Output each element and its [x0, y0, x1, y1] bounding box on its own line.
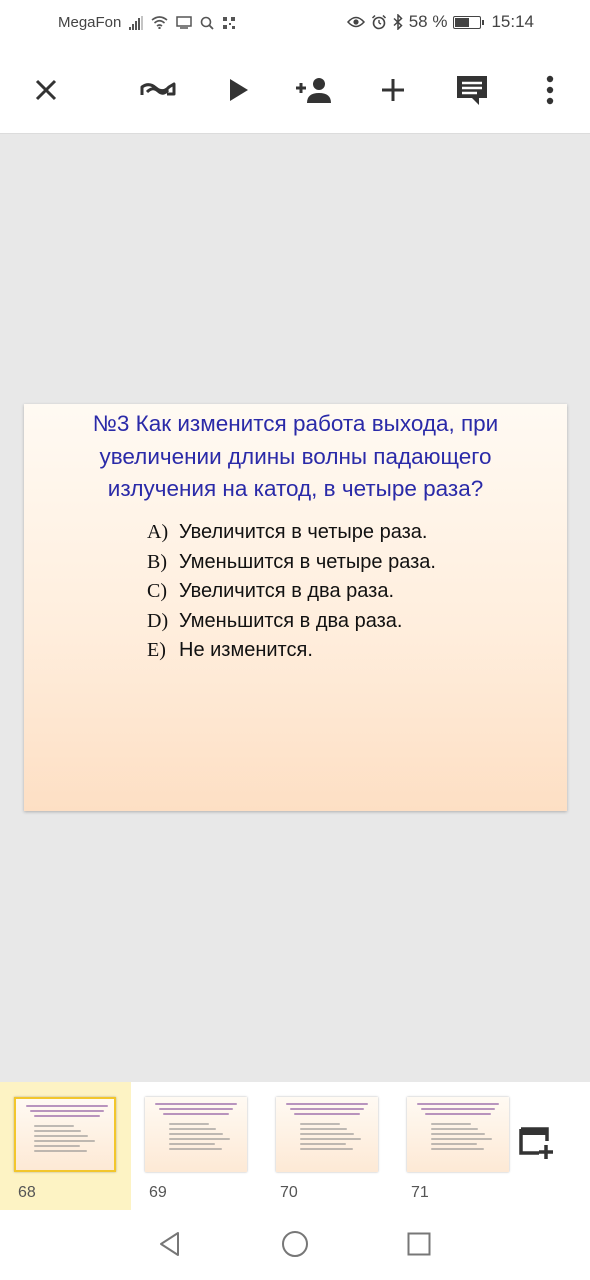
close-button[interactable] [24, 68, 68, 112]
thumbnail-preview-line [286, 1103, 368, 1105]
thumbnail-preview-line [300, 1128, 347, 1130]
thumbnail-preview-line [34, 1125, 74, 1127]
thumbnail-preview-line [300, 1143, 346, 1145]
thumbnail-preview-line [431, 1133, 485, 1135]
thumbnail-preview-line [431, 1143, 477, 1145]
slide-number: 69 [149, 1184, 167, 1201]
answer-letter: E) [147, 639, 166, 661]
thumbnail-preview-line [169, 1148, 222, 1150]
system-navigation-bar [0, 1210, 590, 1280]
slide-number: 68 [18, 1184, 36, 1201]
thumbnail-preview-line [26, 1105, 108, 1107]
thumbnail-preview-line [155, 1103, 237, 1105]
thumbnail-preview-line [300, 1133, 354, 1135]
thumbnail-preview [145, 1097, 247, 1172]
status-bar [0, 0, 590, 46]
play-icon [227, 78, 249, 102]
qr-icon [222, 16, 236, 30]
home-button[interactable] [275, 1224, 315, 1264]
eye-icon [347, 16, 365, 28]
thumbnail-preview-line [425, 1113, 491, 1115]
thumbnail-preview-line [169, 1128, 216, 1130]
thumbnail-preview-line [169, 1123, 209, 1125]
screen-icon [176, 16, 192, 29]
add-icon [379, 76, 407, 104]
thumbnail-preview-line [34, 1130, 81, 1132]
carrier-name: MegaFon [58, 14, 122, 31]
clock: 15:14 [491, 12, 534, 31]
play-button[interactable] [216, 68, 260, 112]
thumbnail-preview-line [290, 1108, 364, 1110]
answer-letter: C) [147, 580, 167, 602]
thumbnail-preview-line [417, 1103, 499, 1105]
close-icon [33, 77, 59, 103]
thumbnail-preview-line [431, 1138, 492, 1140]
thumbnail-preview [14, 1097, 116, 1172]
thumbnail-preview-line [169, 1143, 215, 1145]
slide-number: 71 [411, 1184, 429, 1201]
recents-button[interactable] [399, 1224, 439, 1264]
thumbnail-preview-line [34, 1140, 95, 1142]
answer-letter: B) [147, 550, 167, 573]
share-button[interactable] [292, 68, 336, 112]
slide-number: 70 [280, 1184, 298, 1201]
thumbnail-preview [276, 1097, 378, 1172]
thumbnail-preview-line [34, 1135, 88, 1137]
presentation-toolbar [0, 46, 590, 134]
thumbnail-preview-line [34, 1115, 100, 1117]
bluetooth-icon [393, 14, 403, 30]
slide-thumbnail-70[interactable] [262, 1082, 393, 1210]
thumbnail-preview-line [163, 1113, 229, 1115]
more-icon [546, 75, 554, 105]
add-button[interactable] [371, 68, 415, 112]
answer-option [147, 518, 436, 548]
signal-icon [129, 16, 143, 30]
answer-letter: D) [147, 609, 169, 632]
slide-thumbnail-69[interactable] [131, 1082, 262, 1210]
more-options-button[interactable] [528, 68, 572, 112]
thumbnail-preview-line [300, 1138, 361, 1140]
wifi-icon [151, 16, 168, 29]
slide-thumbnails [0, 1082, 590, 1210]
status-right [347, 12, 534, 32]
answer-option [147, 548, 436, 578]
search-icon [200, 16, 214, 30]
thumbnail-preview-line [169, 1138, 230, 1140]
answer-list [147, 518, 436, 666]
answer-text: Не изменится. [179, 639, 313, 661]
comment-button[interactable] [450, 68, 494, 112]
thumbnail-preview-line [294, 1113, 360, 1115]
thumbnail-preview-line [421, 1108, 495, 1110]
thumbnail-preview-line [159, 1108, 233, 1110]
slide-thumbnail-68[interactable] [0, 1082, 131, 1210]
answer-text: Увеличится в четыре раза. [179, 521, 428, 543]
slide-title: №3 Как изменится работа выхода, при увеличении длины волны падающего излучения на катод, в четыре раза? [92, 411, 499, 501]
battery-level [455, 18, 469, 27]
thumbnail-preview-line [30, 1110, 104, 1112]
answer-text: Уменьшится в четыре раза. [179, 550, 436, 573]
handwriting-icon [139, 80, 177, 100]
thumbnail-preview-line [431, 1128, 478, 1130]
back-button[interactable] [150, 1224, 190, 1264]
thumbnail-preview-line [169, 1133, 223, 1135]
battery-percent: 58 % [408, 12, 448, 31]
thumbnail-preview [407, 1097, 509, 1172]
answer-option [147, 577, 436, 607]
current-slide[interactable] [24, 404, 567, 811]
answer-option [147, 636, 436, 666]
thumbnail-preview-line [34, 1150, 87, 1152]
status-left [58, 14, 236, 31]
thumbnail-preview-line [300, 1148, 353, 1150]
answer-text: Увеличится в два раза. [179, 580, 394, 602]
answer-text: Уменьшится в два раза. [179, 609, 403, 632]
home-icon [281, 1230, 309, 1258]
thumbnail-preview-line [34, 1145, 80, 1147]
slide-thumbnail-71[interactable] [393, 1082, 524, 1210]
back-icon [157, 1231, 183, 1257]
thumbnail-preview-line [431, 1123, 471, 1125]
recents-icon [407, 1232, 431, 1256]
battery-icon [453, 16, 481, 29]
answer-letter: A) [147, 521, 169, 543]
handwriting-button[interactable] [136, 68, 180, 112]
answer-option [147, 607, 436, 637]
add-person-icon [294, 76, 334, 104]
thumbnail-preview-line [300, 1123, 340, 1125]
alarm-icon [371, 14, 387, 30]
comment-icon [455, 74, 489, 106]
thumbnail-preview-line [431, 1148, 484, 1150]
new-slide-button[interactable] [518, 1124, 562, 1168]
